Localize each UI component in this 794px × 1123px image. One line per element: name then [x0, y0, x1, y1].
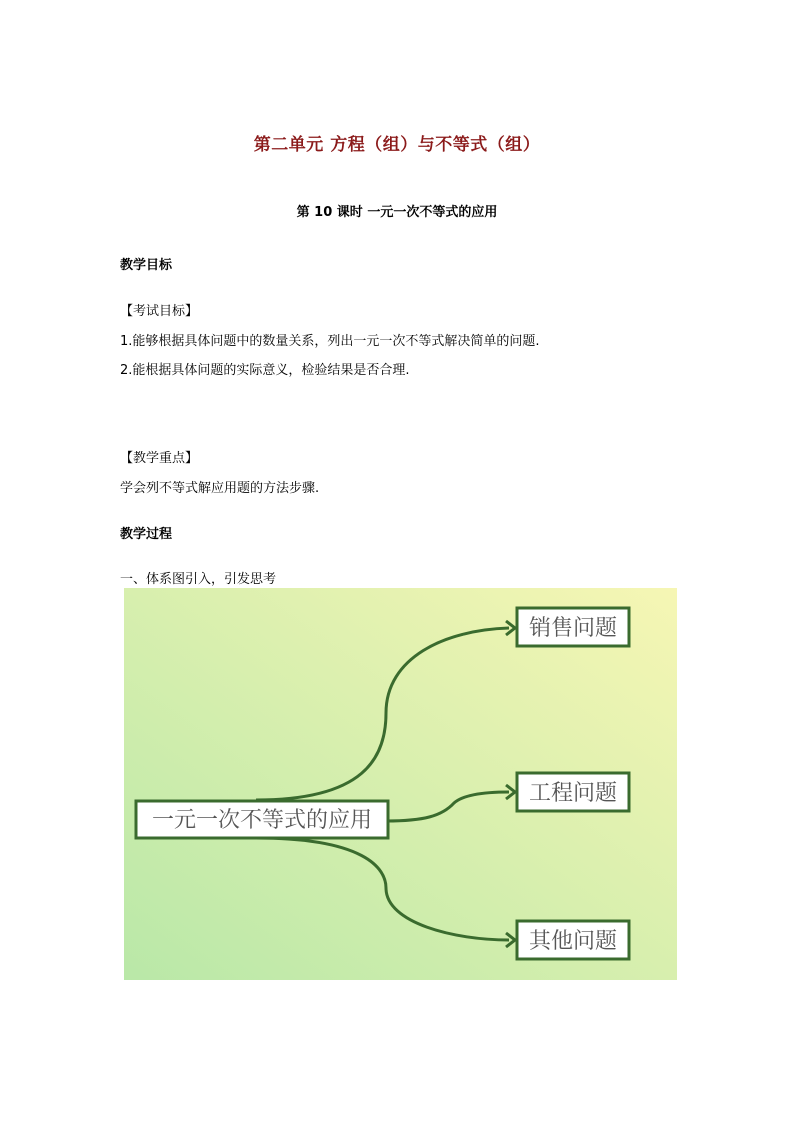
unit-title: 第二单元 方程（组）与不等式（组）	[253, 135, 541, 155]
center-node-label: 一元一次不等式的应用	[151, 808, 373, 833]
teaching-goals-heading: 教学目标	[120, 258, 173, 273]
branch-node-sales	[517, 608, 629, 646]
branch-node-engineering	[517, 773, 629, 811]
process-heading: 教学过程	[120, 527, 173, 542]
concept-diagram	[124, 588, 677, 980]
key-points-label: 【教学重点】	[120, 451, 199, 466]
branch-label-other: 其他问题	[528, 929, 618, 954]
branch-label-engineering: 工程问题	[528, 781, 618, 806]
concept-diagram-svg	[124, 588, 677, 980]
key-points-text: 学会列不等式解应用题的方法步骤.	[120, 481, 320, 496]
center-node	[136, 801, 388, 838]
exam-goals-label: 【考试目标】	[120, 304, 199, 319]
lesson-title: 第 10 课时 一元一次不等式的应用	[296, 205, 498, 220]
exam-goal-2: 2.能根据具体问题的实际意义，检验结果是否合理.	[120, 363, 410, 378]
step1-label: 一、体系图引入，引发思考	[120, 572, 277, 587]
exam-goal-1: 1.能够根据具体问题中的数量关系，列出一元一次不等式解决简单的问题.	[120, 334, 540, 349]
branch-node-other	[517, 921, 629, 959]
branch-label-sales: 销售问题	[528, 616, 618, 641]
